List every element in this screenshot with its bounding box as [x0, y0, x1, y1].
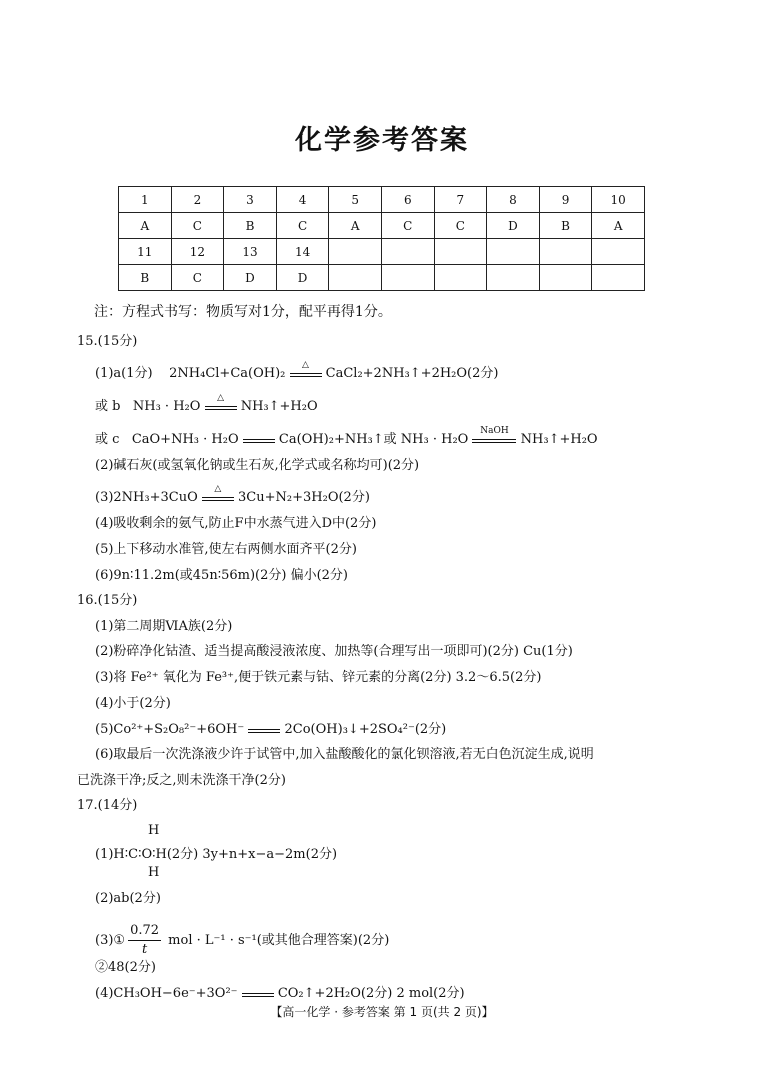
q16-p5: (5)Co²⁺+S₂O₈²⁻+6OH⁻ 2Co(OH)₃ ↓ +2SO₄²⁻(2分) — [95, 721, 446, 739]
answer-cell — [329, 239, 382, 265]
q15-p6: (6)9n∶11.2m(或45n∶56m)(2分) 偏小(2分) — [95, 568, 348, 583]
answer-cell: 9 — [539, 187, 592, 213]
q16-p6b: 已洗涤干净;反之,则未洗涤干净(2分) — [77, 773, 286, 788]
q16-p2: (2)粉碎净化钴渣、适当提高酸浸液浓度、加热等(合理写出一项即可)(2分) Cu(1分) — [95, 644, 573, 659]
q16-p4: (4)小于(2分) — [95, 696, 171, 711]
answer-cell: C — [171, 265, 224, 291]
answer-cell: 14 — [276, 239, 329, 265]
answer-cell: 11 — [119, 239, 172, 265]
answer-cell: 4 — [276, 187, 329, 213]
heat-condition-arrow: △ — [205, 404, 237, 410]
answer-cell: 7 — [434, 187, 487, 213]
answer-cell: 3 — [224, 187, 277, 213]
q15-header: 15.(15分) — [77, 334, 138, 349]
heat-condition-arrow: △ — [290, 371, 322, 377]
q15-p5: (5)上下移动水准管,使左右两侧水面齐平(2分) — [95, 542, 357, 557]
equals-sign — [248, 727, 280, 733]
rate-fraction: $\frac{0.72}{t}$ — [130, 923, 160, 957]
gas-arrow-icon — [549, 432, 560, 447]
q16-header: 16.(15分) — [77, 593, 138, 608]
answer-cell: A — [119, 213, 172, 239]
q15-p2: (2)碱石灰(或氢氧化钠或生石灰,化学式或名称均可)(2分) — [95, 458, 420, 473]
answer-cell: B — [539, 213, 592, 239]
gas-arrow-icon — [373, 432, 384, 447]
answer-cell: D — [224, 265, 277, 291]
equals-sign — [242, 991, 274, 997]
answer-cell: 5 — [329, 187, 382, 213]
answer-cell: C — [434, 213, 487, 239]
answer-cell: 10 — [592, 187, 645, 213]
answer-cell — [539, 239, 592, 265]
answer-cell: 12 — [171, 239, 224, 265]
answer-cell — [381, 239, 434, 265]
answer-cell: A — [329, 213, 382, 239]
answer-table-row — [119, 265, 645, 291]
answer-cell — [592, 265, 645, 291]
q16-p1: (1)第二周期ⅥA族(2分) — [95, 619, 233, 634]
answer-table-row — [119, 213, 645, 239]
answer-cell: A — [592, 213, 645, 239]
answer-cell: 13 — [224, 239, 277, 265]
answer-cell: 1 — [119, 187, 172, 213]
answer-cell — [539, 265, 592, 291]
q17-p3b: ②48(2分) — [95, 960, 156, 975]
gas-arrow-icon — [269, 399, 280, 414]
answer-cell: D — [276, 265, 329, 291]
answer-cell: 6 — [381, 187, 434, 213]
q17-p2: (2)ab(2分) — [95, 891, 161, 906]
answer-cell — [381, 265, 434, 291]
precipitate-arrow-icon — [348, 722, 359, 737]
answer-table-row — [119, 239, 645, 265]
q17-p3: (3)① $\frac{0.72}{t}$ mol · L⁻¹ · s⁻¹(或其他合理答案)(2分) — [95, 923, 390, 957]
answer-cell — [434, 239, 487, 265]
gas-arrow-icon — [304, 986, 315, 1001]
answer-cell: B — [224, 213, 277, 239]
heat-condition-arrow: △ — [202, 495, 234, 501]
q15-p3: (3)2NH₃+3CuO △ 3Cu+N₂+3H₂O(2分) — [95, 483, 370, 505]
q17-p1: (1)H∶C∶O∶H(2分) 3y+n+x−a−2m(2分) — [95, 847, 338, 862]
answer-cell: 2 — [171, 187, 224, 213]
q15-p4: (4)吸收剩余的氨气,防止F中水蒸气进入D中(2分) — [95, 516, 377, 531]
answer-cell — [329, 265, 382, 291]
page-footer: 【高一化学 · 参考答案 第 1 页(共 2 页)】 — [270, 1005, 494, 1019]
q15-p1c: 或 c CaO+NH₃ · H₂O Ca(OH)₂+NH₃ ↑ 或 NH₃ · H₂O NaOH NH₃ ↑ +H₂O — [95, 431, 598, 449]
answer-cell: B — [119, 265, 172, 291]
q15-p1b: 或 b NH₃ · H₂O △ NH₃ ↑ +H₂O — [95, 398, 318, 416]
q16-p6a: (6)取最后一次洗涤液少许于试管中,加入盐酸酸化的氯化钡溶液,若无白色沉淀生成,说明 — [95, 747, 594, 762]
answer-cell: C — [276, 213, 329, 239]
lewis-bottom-h: H — [148, 865, 160, 880]
q15-p1a: (1)a(1分) 2NH₄Cl+Ca(OH)₂ △ CaCl₂+2NH₃ ↑ +2H₂O(2分) — [95, 365, 498, 383]
answer-cell — [487, 265, 540, 291]
gas-arrow-icon — [410, 366, 421, 381]
naoh-condition-arrow: NaOH — [472, 437, 516, 443]
answer-cell: D — [487, 213, 540, 239]
answer-cell: C — [381, 213, 434, 239]
q17-p4: (4)CH₃OH−6e⁻+3O²⁻ CO₂ ↑ +2H₂O(2分) 2 mol(2分) — [95, 985, 465, 1003]
lewis-top-h: H — [148, 823, 160, 838]
answer-cell — [487, 239, 540, 265]
answer-cell: 8 — [487, 187, 540, 213]
answer-table — [118, 186, 645, 291]
answer-cell — [434, 265, 487, 291]
q17-header: 17.(14分) — [77, 798, 138, 813]
answer-table-row — [119, 187, 645, 213]
equals-sign — [243, 437, 275, 443]
scoring-note: 注：方程式书写：物质写对1分，配平再得1分。 — [94, 304, 392, 320]
q16-p3: (3)将 Fe²⁺ 氧化为 Fe³⁺,便于铁元素与钴、锌元素的分离(2分) 3.2～6.5(2分) — [95, 670, 542, 685]
answer-cell — [592, 239, 645, 265]
answer-cell: C — [171, 213, 224, 239]
page-title: 化学参考答案 — [295, 125, 469, 156]
